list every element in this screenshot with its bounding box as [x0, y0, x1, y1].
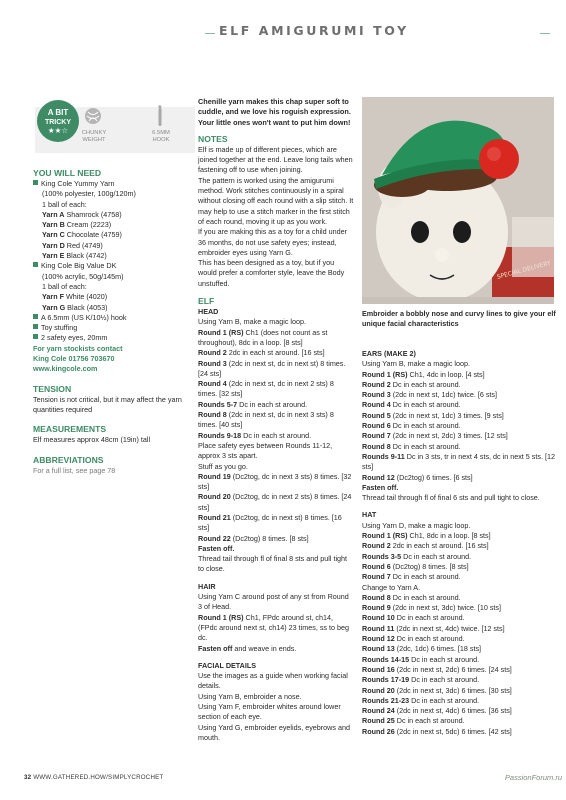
- pattern-round: Round 4 Dc in each st around.: [362, 400, 461, 410]
- pattern-round: Round 5 (2dc in next st, 1dc) 3 times. [9 sts]: [362, 410, 504, 420]
- pattern-round: Round 26 (2dc in next st, 5dc) 6 times. [42 sts]: [362, 726, 512, 736]
- abbreviations-heading: ABBREVIATIONS: [33, 454, 104, 465]
- pattern-round: Round 20 (2dc in next st, 3dc) 6 times. [30 sts]: [362, 685, 512, 695]
- pattern-round: Rounds 5-7 Dc in each st around.: [198, 399, 308, 409]
- difficulty-badge: [37, 100, 79, 142]
- pattern-round: Round 8 Dc in each st around.: [362, 441, 461, 451]
- pattern-round: Round 6 (Dc2tog) 8 times. [8 sts]: [362, 561, 469, 571]
- stuffing-item: Toy stuffing: [33, 323, 193, 333]
- pattern-round: Rounds 9-11 Dc in 3 sts, tr in next 4 sts, dc in next 5 sts. [12 sts]: [362, 451, 555, 472]
- ears-intro: Using Yarn B, make a magic loop.: [362, 359, 470, 369]
- pattern-round: Round 19 (Dc2tog, dc in next 3 sts) 8 times. [32 sts]: [198, 471, 352, 492]
- photo-caption: Embroider a bobbly nose and curvy lines to give your elf unique facial characteristics: [362, 309, 556, 328]
- hat-intro: Using Yarn D, make a magic loop.: [362, 520, 471, 530]
- ears-fasten-off: Fasten off.: [362, 482, 399, 492]
- pattern-round: Round 2 2dc in each st around. [16 sts]: [362, 541, 489, 551]
- pattern-round: Round 9 (2dc in next st, 3dc) twice. [10 sts]: [362, 603, 502, 613]
- footer-url[interactable]: WWW.GATHERED.HOW/SIMPLYCROCHET: [33, 774, 164, 781]
- you-will-need-heading: YOU WILL NEED: [33, 168, 102, 178]
- pattern-round: Round 12 Dc in each st around.: [362, 634, 465, 644]
- crochet-hook-icon: [155, 104, 165, 126]
- yarn-colour: Yarn C Chocolate (4759): [42, 230, 122, 240]
- pattern-round: Round 22 (Dc2tog) 8 times. [8 sts]: [198, 533, 309, 543]
- watermark: PassionForum.ru: [504, 773, 562, 782]
- yarn-colour: Yarn D Red (4749): [42, 240, 103, 250]
- pattern-round: Round 6 Dc in each st around.: [362, 421, 461, 431]
- pattern-round: Rounds 3-5 Dc in each st around.: [362, 551, 472, 561]
- pattern-round: Round 16 (2dc in next st, 2dc) 6 times. [24 sts]: [362, 664, 512, 674]
- notes-heading: NOTES: [198, 133, 228, 144]
- badge-line1: A BIT: [47, 108, 69, 117]
- yarn-colour: Yarn A Shamrock (4758): [42, 209, 122, 219]
- hat-change-yarn: Change to Yarn A.: [362, 582, 421, 592]
- intro-text: Chenille yarn makes this chap super soft to cuddle, and we love his roguish expression. Your little ones won't want to put him down!: [198, 97, 351, 127]
- ears-end: Thread tail through fl of final 6 sts and pull tight to close.: [362, 493, 540, 503]
- header-rule-right: [540, 33, 550, 34]
- pattern-round: Round 4 (2dc in next st, dc in next 2 sts) 8 times. [32 sts]: [198, 379, 334, 399]
- pattern-round: Round 12 (Dc2tog) 6 times. [6 sts]: [362, 472, 473, 482]
- yarn1-name: King Cole Yummy Yarn: [33, 179, 193, 189]
- pattern-round: Round 13 (2dc, 1dc) 6 times. [18 sts]: [362, 644, 482, 654]
- page-number: 32: [24, 774, 32, 781]
- pattern-round: Rounds 9-18 Dc in each st around.: [198, 430, 312, 440]
- pattern-round: Round 20 (Dc2tog, dc in next 2 sts) 8 times. [24 sts]: [198, 492, 352, 512]
- pattern-round: Round 25 Dc in each st around.: [362, 716, 465, 726]
- head-intro: Using Yarn B, make a magic loop.: [198, 317, 306, 327]
- pattern-round: Round 8 Dc in each st around.: [362, 592, 461, 602]
- pattern-round: Round 7 Dc in each st around.: [362, 572, 461, 582]
- hair-subheading: HAIR: [198, 581, 216, 591]
- facial-text: Use the images as a guide when working facial details. Using Yarn B, embroider a nose. Using Yarn F, embroider whites around lower section of each eye. Using Yard G, embroider eyelids, eyebrows and mouth.: [198, 671, 350, 742]
- pattern-round: Rounds 21-23 Dc in each st around.: [362, 695, 480, 705]
- left-column: [33, 168, 193, 476]
- hook-item: A 6.5mm (US K/10½) hook: [33, 313, 193, 323]
- pattern-round: Round 21 (Dc2tog, dc in next st) 8 times. [16 sts]: [198, 512, 342, 533]
- ears-subheading: EARS (MAKE 2): [362, 349, 416, 358]
- pattern-round: Round 1 (RS) Ch1 (does not count as st throughout), 8dc in a loop. [8 sts]: [198, 327, 328, 347]
- stockists-website[interactable]: www.kingcole.com: [33, 364, 98, 374]
- pattern-round: Round 3 (2dc in next st, dc in next st) 8 times. [24 sts]: [198, 358, 346, 378]
- pattern-round: Round 1 (RS) Ch1, 4dc in loop. [4 sts]: [362, 369, 485, 379]
- pattern-round: Rounds 14-15 Dc in each st around.: [362, 654, 480, 664]
- right-column: [362, 349, 557, 737]
- yarn2-spec: (100% acrylic, 50g/145m): [42, 271, 124, 281]
- photo-sign-text: SPECIAL: [496, 267, 522, 281]
- pattern-round: Round 10 Dc in each st around.: [362, 613, 465, 623]
- badge-line2: TRICKY: [44, 119, 72, 126]
- tension-text: Tension is not critical, but it may affect the yarn quantities required: [33, 394, 182, 414]
- pattern-round: Round 1 (RS) Ch1, FPdc around st, ch14, (FPdc around next st, ch14) 23 times, ss to beg dc.: [198, 612, 350, 643]
- hook-label: 6.5MM HOOK: [152, 130, 170, 143]
- elf-photo: [362, 97, 554, 304]
- stockists-phone: King Cole 01756 703670: [33, 354, 115, 364]
- hat-subheading: HAT: [362, 510, 377, 520]
- hair-intro: Using Yarn C around post of any st from Round 3 of Head.: [198, 592, 349, 612]
- page-title: ELF AMIGURUMI TOY: [219, 23, 409, 38]
- yarn-colour: Yarn B Cream (2223): [42, 220, 112, 230]
- yarn2-amount: 1 ball of each:: [42, 281, 87, 291]
- yarn1-amount: 1 ball of each:: [42, 199, 87, 209]
- pattern-round: Round 2 Dc in each st around.: [362, 379, 461, 389]
- measurements-text: Elf measures approx 48cm (19in) tall: [33, 435, 151, 445]
- pattern-round: Round 24 (2dc in next st, 4dc) 6 times. [36 sts]: [362, 706, 512, 716]
- hair-fasten-off: Fasten off and weave in ends.: [198, 643, 297, 653]
- weight-label: CHUNKY WEIGHT: [81, 130, 107, 143]
- elf-heading: ELF: [198, 296, 215, 307]
- pattern-round: Round 3 (2dc in next st, 1dc) twice. [6 sts]: [362, 390, 498, 400]
- skill-panel: [35, 107, 195, 153]
- pattern-round: Round 2 2dc in each st around. [16 sts]: [198, 348, 325, 358]
- pattern-round: Round 1 (RS) Ch1, 8dc in a loop. [8 sts]: [362, 531, 491, 541]
- head-mid-text: Place safety eyes between Rounds 11-12, approx 3 sts apart. Stuff as you go.: [198, 440, 333, 471]
- eyes-item: 2 safety eyes, 20mm: [33, 333, 193, 343]
- measurements-heading: MEASUREMENTS: [33, 424, 107, 435]
- head-end: Thread tail through fl of final 8 sts and pull tight to close.: [198, 554, 348, 574]
- yarn-colour: Yarn G Black (4053): [42, 302, 108, 312]
- notes-text: Elf is made up of different pieces, which are joined together at the end. Leave long tails when fastening off to use when joining. The pattern is worked using the amigurumi method. Work stitches continuously in a spiral without closing off each round with a slip stitch. It may help to use a stitch marker in the first stitch of each round, moving it up as you work. If you are making this as a toy for a child under 36 months, do not use safety eyes; instead, embroider eyes using Yarn G. This has been designed as a toy, but if you would prefer a comforter style, leave the Body unstuffed.: [198, 144, 354, 288]
- pattern-round: Round 7 (2dc in next st, 2dc) 3 times. [12 sts]: [362, 431, 508, 441]
- head-fasten-off: Fasten off.: [198, 543, 235, 553]
- head-subheading: HEAD: [198, 307, 219, 317]
- yarn1-spec: (100% polyester, 100g/120m): [42, 189, 136, 199]
- abbreviations-text: For a full list, see page 78: [33, 465, 116, 475]
- pattern-round: Round 8 (2dc in next st, dc in next 3 sts) 8 times. [40 sts]: [198, 410, 334, 430]
- yarn-colour: Yarn E Black (4742): [42, 251, 107, 261]
- yarn-ball-icon: [85, 108, 101, 124]
- difficulty-stars: ★★☆: [47, 126, 69, 135]
- header-rule-left: [205, 33, 215, 34]
- page-header: [205, 20, 550, 46]
- pattern-round: Round 11 (2dc in next st, 4dc) twice. [12 sts]: [362, 623, 505, 633]
- tension-heading: TENSION: [33, 383, 72, 394]
- pattern-round: Rounds 17-19 Dc in each st around.: [362, 675, 480, 685]
- stockists-text: For yarn stockists contact: [33, 343, 123, 353]
- facial-subheading: FACIAL DETAILS: [198, 660, 257, 670]
- middle-column: [198, 97, 354, 743]
- page-footer: [24, 774, 163, 781]
- yarn2-name: King Cole Big Value DK: [33, 261, 193, 271]
- yarn-colour: Yarn F White (4020): [42, 292, 108, 302]
